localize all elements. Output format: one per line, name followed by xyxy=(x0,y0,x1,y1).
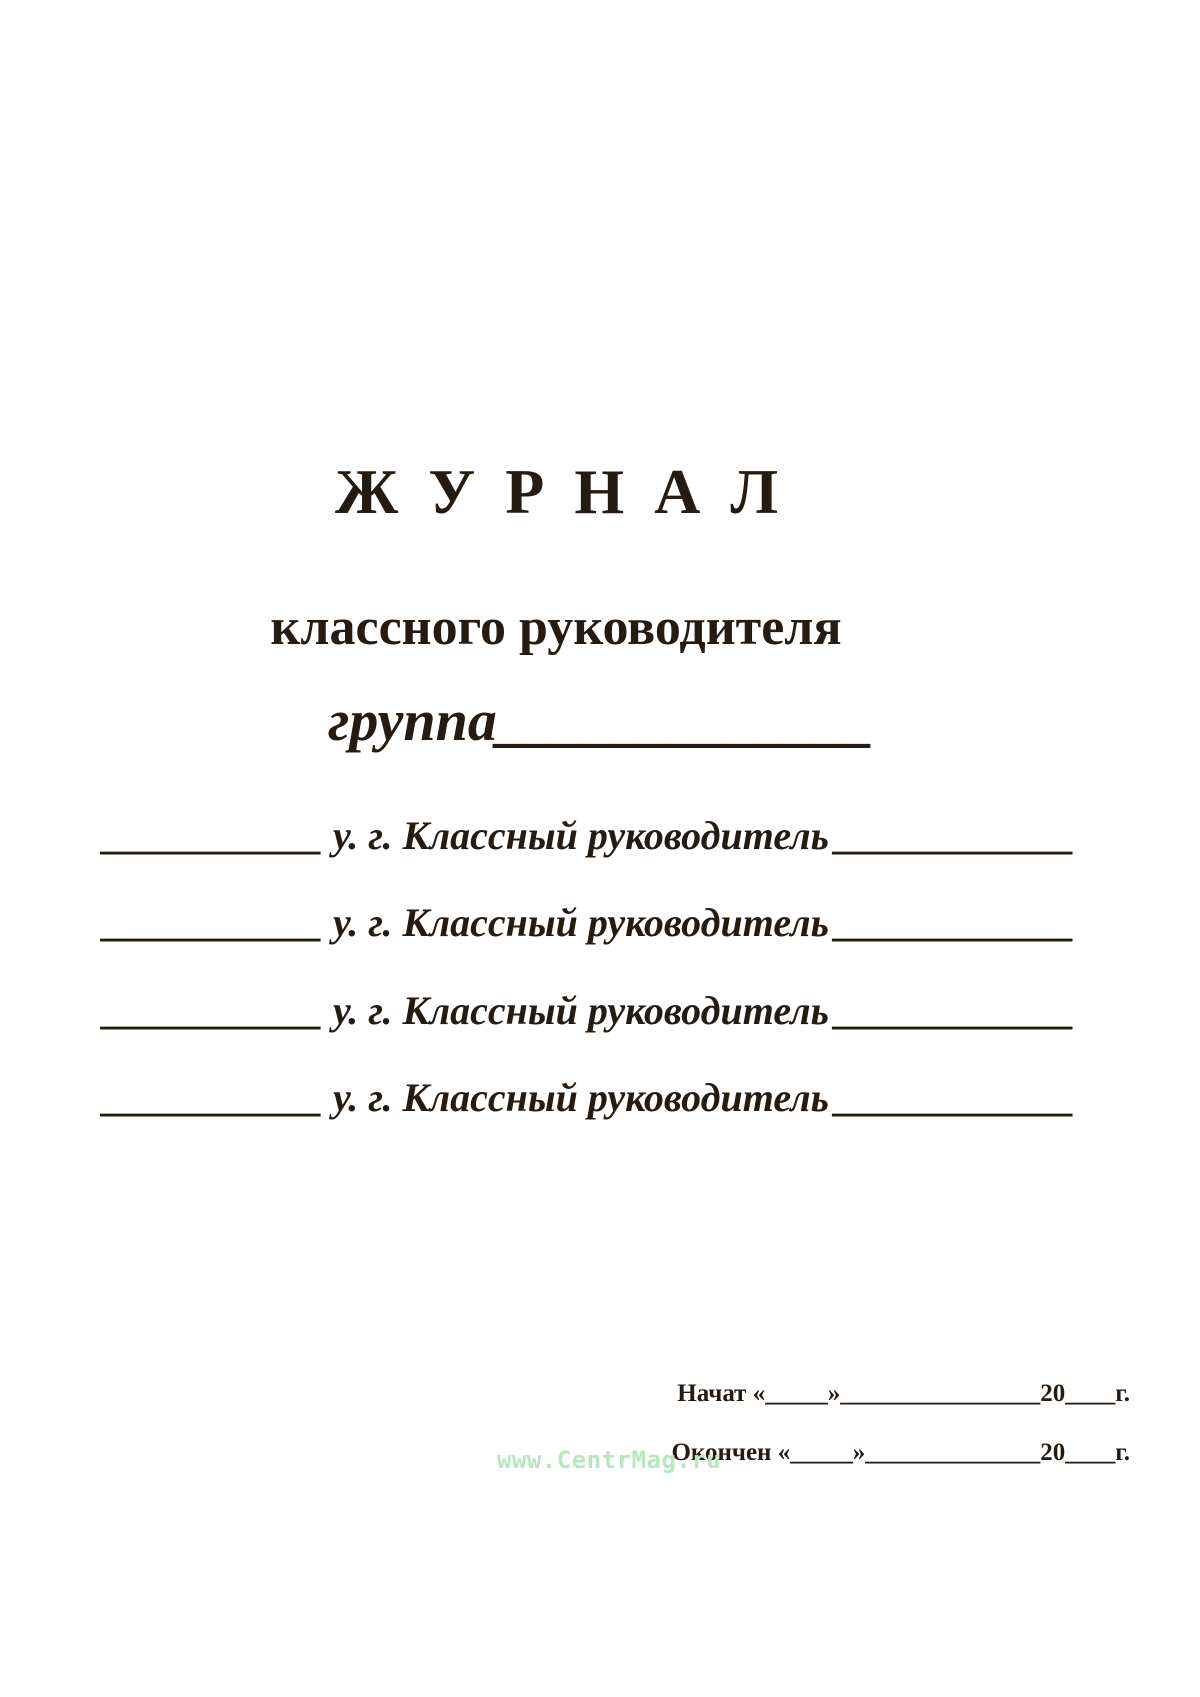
teacher-name-blank-field: ____________ xyxy=(834,900,1075,945)
year-blank-field: ___________ xyxy=(103,813,323,858)
finished-date-line: Окончен «_____»______________20____г. xyxy=(671,1439,1130,1466)
centrmag-watermark: www.CentrMag.ru xyxy=(497,1446,722,1474)
started-date-line: Начат «_____»________________20____г. xyxy=(677,1380,1130,1407)
teacher-line xyxy=(103,900,1075,945)
teacher-name-blank-field: ____________ xyxy=(834,1075,1075,1120)
teacher-line-label: у. г. Классный руководитель xyxy=(333,813,829,858)
teacher-line-label: у. г. Классный руководитель xyxy=(333,900,829,945)
teacher-name-blank-field: ____________ xyxy=(834,988,1075,1033)
group-line xyxy=(328,688,874,753)
teacher-line xyxy=(103,813,1075,858)
group-label: группа xyxy=(328,688,497,753)
group-blank-field: _____________ xyxy=(496,688,874,753)
teacher-line xyxy=(103,988,1075,1033)
teacher-name-blank-field: ____________ xyxy=(834,813,1075,858)
journal-subtitle: классного руководителя xyxy=(270,599,842,656)
year-blank-field: ___________ xyxy=(103,988,323,1033)
teacher-line-label: у. г. Классный руководитель xyxy=(333,988,829,1033)
journal-title: Ж У Р Н А Л xyxy=(334,456,786,527)
year-blank-field: ___________ xyxy=(103,1075,323,1120)
teacher-line xyxy=(103,1075,1075,1120)
year-blank-field: ___________ xyxy=(103,900,323,945)
teacher-line-label: у. г. Классный руководитель xyxy=(333,1075,829,1120)
